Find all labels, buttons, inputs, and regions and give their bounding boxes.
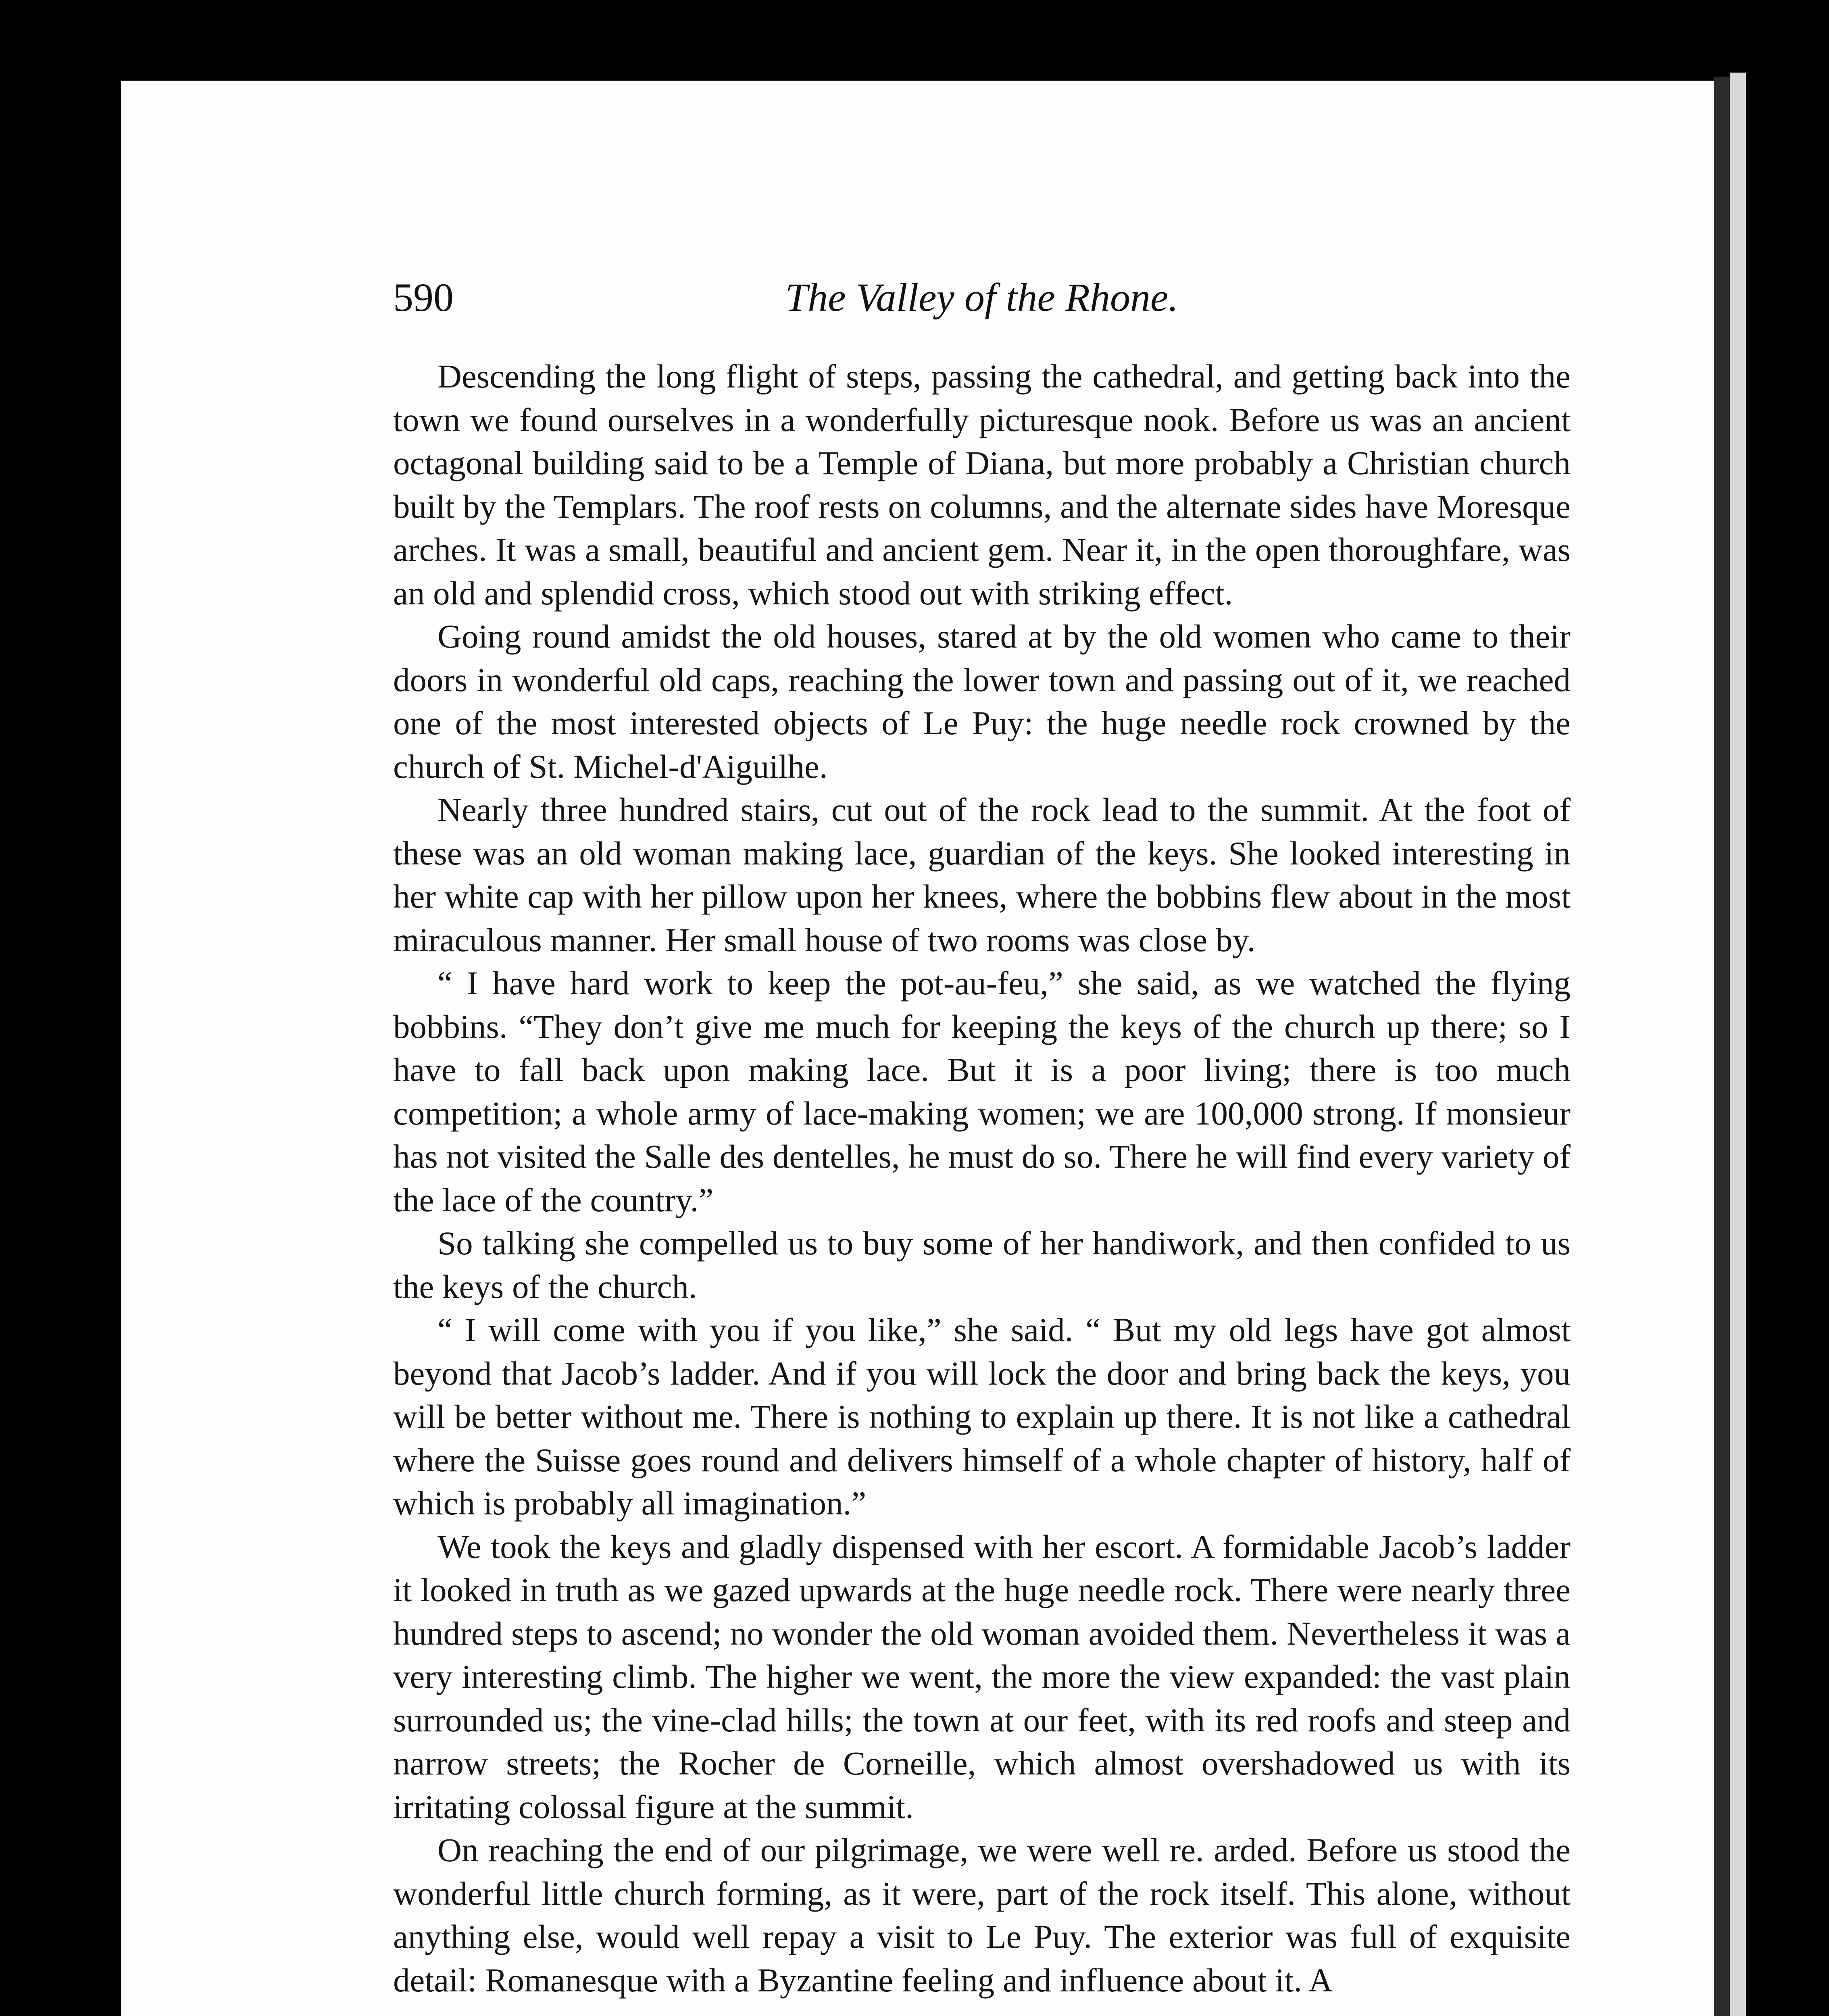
paragraph: Descending the long flight of steps, passing the cathedral, and getting back into the town we found ourselves in a wonderfully picturesque nook. Before us was an ancient octagonal building said to be a Temple of Diana, but more probably a Christian church built by the Templars. The roof rests on columns, and the alternate sides have Moresque arches. It was a small, beautiful and ancient gem. Near it, in the open thoroughfare, was an old and splendid cross, which stood out with striking effect. bbox=[393, 358, 1571, 612]
running-title: The Valley of the Rhone. bbox=[785, 275, 1179, 320]
paragraph: On reaching the end of our pilgrimage, we were well re. arded. Before us stood the wonderful little church forming, as it were, part of the rock itself. This alone, without anything else, would well repay a visit to Le Puy. The exterior was full of exquisite detail: Romanesque with a Byzantine feeling and influence about it. A bbox=[393, 1831, 1571, 1999]
paragraph: So talking she compelled us to buy some of her handiwork, and then confided to us the keys of the church. bbox=[393, 1225, 1571, 1305]
paragraph: We took the keys and gladly dispensed with her escort. A formidable Jacob’s ladder it looked in truth as we gazed upwards at the huge needle rock. There were nearly three hundred steps to ascend; no wonder the old woman avoided them. Nevertheless it was a very interesting climb. The higher we went, the more the view expanded: the vast plain surrounded us; the vine-clad hills; the town at our feet, with its red roofs and steep and narrow streets; the Rocher de Corneille, which almost overshadowed us with its irritating colossal figure at the summit. bbox=[393, 1528, 1571, 1825]
paragraph: Nearly three hundred stairs, cut out of the rock lead to the summit. At the foot of these was an old woman making lace, guardian of the keys. She looked interesting in her white cap with her pillow upon her knees, where the bobbins flew about in the most miraculous manner. Her small house of two rooms was close by. bbox=[393, 791, 1571, 958]
page-header bbox=[393, 258, 1571, 339]
body-text bbox=[393, 355, 1571, 2002]
paragraph: “ I have hard work to keep the pot-au-feu,” she said, as we watched the flying bobbins. “They don’t give me much for keeping the keys of the church up there; so I have to fall back upon making lace. But it is a poor living; there is too much competition; a whole army of lace-making women; we are 100,000 strong. If monsieur has not visited the Salle des dentelles, he must do so. There he will find every variety of the lace of the country.” bbox=[393, 964, 1571, 1218]
paragraph: Going round amidst the old houses, stared at by the old women who came to their doors in wonderful old caps, reaching the lower town and passing out of it, we reached one of the most interested objects of Le Puy: the huge needle rock crowned by the church of St. Michel-d'Aiguilhe. bbox=[393, 618, 1571, 785]
page-edge-shadow bbox=[1714, 77, 1730, 2016]
paragraph: “ I will come with you if you like,” she said. “ But my old legs have got almost beyond that Jacob’s ladder. And if you will lock the door and bring back the keys, you will be better without me. There is nothing to explain up there. It is not like a cathedral where the Suisse goes round and delivers himself of a whole chapter of history, half of which is probably all imagination.” bbox=[393, 1311, 1571, 1522]
page-edge bbox=[1730, 73, 1746, 2016]
page-number: 590 bbox=[393, 275, 454, 320]
